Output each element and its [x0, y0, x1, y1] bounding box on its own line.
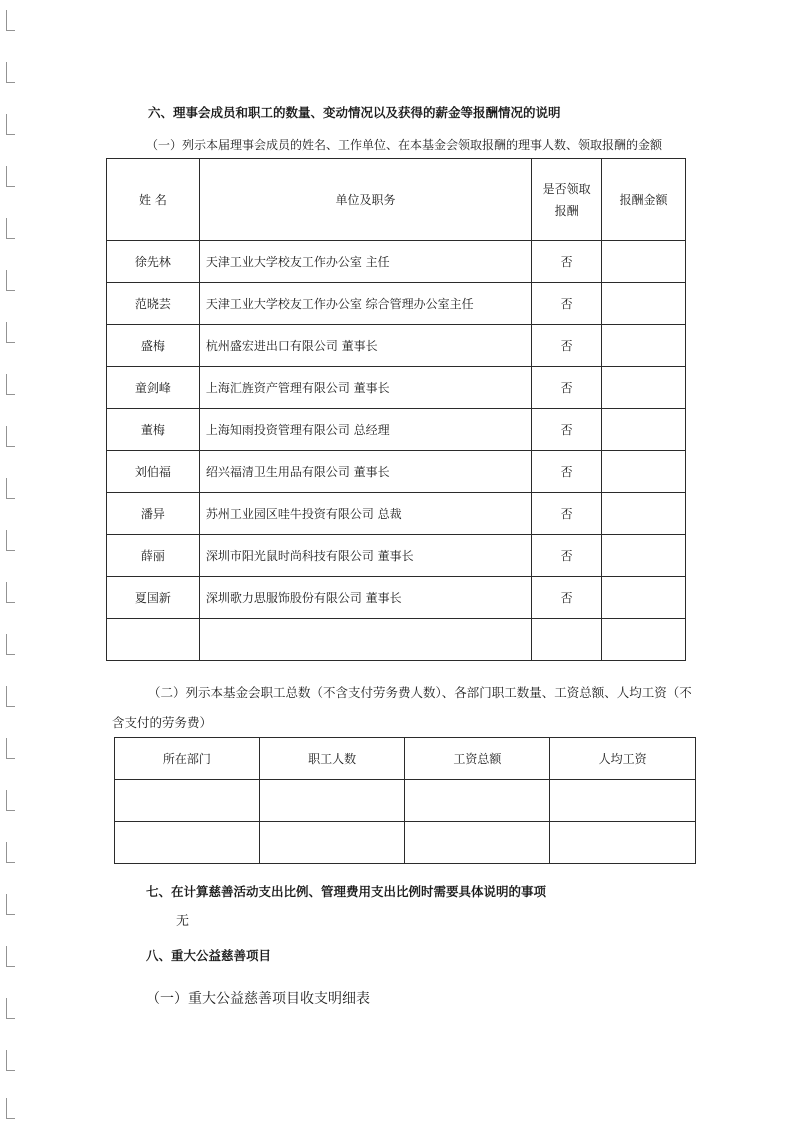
- cell-amount: [602, 577, 686, 619]
- cell-name: 童剑峰: [107, 367, 200, 409]
- table-row: [115, 780, 696, 822]
- table-header-row: [115, 738, 696, 780]
- staff-table: [114, 737, 696, 864]
- section-seven-value: 无: [176, 914, 190, 929]
- binding-mark: [6, 686, 15, 707]
- binding-mark: [6, 62, 15, 83]
- cell-name: 范晓芸: [107, 283, 200, 325]
- cell-unit: 上海汇旌资产管理有限公司 董事长: [199, 367, 531, 409]
- directors-table: [106, 158, 686, 661]
- header-unit: 单位及职务: [199, 159, 531, 241]
- binding-mark: [6, 1050, 15, 1071]
- binding-mark: [6, 634, 15, 655]
- cell-unit: 深圳歌力思服饰股份有限公司 董事长: [199, 577, 531, 619]
- cell-count: [259, 822, 405, 864]
- cell-amount: [602, 535, 686, 577]
- cell-amount: [602, 451, 686, 493]
- table-row: [107, 451, 686, 493]
- binding-mark: [6, 166, 15, 187]
- binding-mark: [6, 426, 15, 447]
- cell-dept: [115, 822, 260, 864]
- table-row: [107, 535, 686, 577]
- cell-paid: 否: [532, 577, 602, 619]
- binding-mark: [6, 478, 15, 499]
- table-row: [107, 241, 686, 283]
- cell-amount: [602, 241, 686, 283]
- section-six-subtitle-2-line1: （二）列示本基金会职工总数（不含支付劳务费人数）、各部门职工数量、工资总额、人均工资（不: [148, 685, 692, 700]
- cell-amount: [602, 409, 686, 451]
- cell-avg: [550, 822, 696, 864]
- header-paid: [532, 159, 602, 241]
- header-total: 工资总额: [405, 738, 550, 780]
- section-eight-title: 八、重大公益慈善项目: [146, 948, 272, 963]
- cell-paid: [532, 619, 602, 661]
- binding-mark: [6, 894, 15, 915]
- table-row: [107, 409, 686, 451]
- cell-unit: [199, 619, 531, 661]
- cell-amount: [602, 283, 686, 325]
- cell-unit: 苏州工业园区哇牛投资有限公司 总裁: [199, 493, 531, 535]
- cell-amount: [602, 493, 686, 535]
- binding-mark: [6, 374, 15, 395]
- binding-mark: [6, 946, 15, 967]
- header-paid-line2: 报酬: [554, 203, 579, 218]
- section-six-subtitle-2-line2: 含支付的劳务费）: [112, 715, 213, 730]
- cell-paid: 否: [532, 325, 602, 367]
- cell-paid: 否: [532, 367, 602, 409]
- table-row: [107, 619, 686, 661]
- binding-mark: [6, 842, 15, 863]
- binding-mark: [6, 738, 15, 759]
- section-six-subtitle-1: （一）列示本届理事会成员的姓名、工作单位、在本基金会领取报酬的理事人数、领取报酬的金额: [146, 138, 663, 152]
- cell-name: 夏国新: [107, 577, 200, 619]
- cell-total: [405, 822, 550, 864]
- cell-count: [259, 780, 405, 822]
- cell-unit: 天津工业大学校友工作办公室 综合管理办公室主任: [199, 283, 531, 325]
- cell-name: 刘伯福: [107, 451, 200, 493]
- cell-amount: [602, 325, 686, 367]
- cell-paid: 否: [532, 451, 602, 493]
- cell-paid: 否: [532, 409, 602, 451]
- table-row: [107, 367, 686, 409]
- binding-mark: [6, 1098, 15, 1119]
- header-count: 职工人数: [259, 738, 405, 780]
- binding-mark: [6, 10, 15, 31]
- cell-paid: 否: [532, 493, 602, 535]
- cell-paid: 否: [532, 535, 602, 577]
- cell-name: 薛丽: [107, 535, 200, 577]
- cell-paid: 否: [532, 241, 602, 283]
- header-amount: 报酬金额: [602, 159, 686, 241]
- cell-amount: [602, 367, 686, 409]
- binding-mark: [6, 218, 15, 239]
- table-row: [107, 577, 686, 619]
- header-dept: 所在部门: [115, 738, 260, 780]
- cell-name: 董梅: [107, 409, 200, 451]
- table-header-row: [107, 159, 686, 241]
- binding-mark: [6, 270, 15, 291]
- cell-total: [405, 780, 550, 822]
- cell-unit: 深圳市阳光鼠时尚科技有限公司 董事长: [199, 535, 531, 577]
- table-row: [107, 493, 686, 535]
- binding-holes: [0, 0, 22, 1123]
- section-seven-title: 七、在计算慈善活动支出比例、管理费用支出比例时需要具体说明的事项: [146, 884, 547, 899]
- section-eight-subtitle-1: （一）重大公益慈善项目收支明细表: [146, 991, 370, 1007]
- cell-amount: [602, 619, 686, 661]
- cell-unit: 绍兴福清卫生用品有限公司 董事长: [199, 451, 531, 493]
- cell-unit: 杭州盛宏进出口有限公司 董事长: [199, 325, 531, 367]
- cell-name: 潘异: [107, 493, 200, 535]
- table-row: [107, 283, 686, 325]
- cell-avg: [550, 780, 696, 822]
- cell-name: 盛梅: [107, 325, 200, 367]
- cell-unit: 天津工业大学校友工作办公室 主任: [199, 241, 531, 283]
- header-avg: 人均工资: [550, 738, 696, 780]
- binding-mark: [6, 582, 15, 603]
- table-row: [107, 325, 686, 367]
- header-paid-line1: 是否领取: [542, 181, 591, 196]
- cell-unit: 上海知雨投资管理有限公司 总经理: [199, 409, 531, 451]
- binding-mark: [6, 790, 15, 811]
- binding-mark: [6, 114, 15, 135]
- cell-name: [107, 619, 200, 661]
- section-six-title: 六、理事会成员和职工的数量、变动情况以及获得的薪金等报酬情况的说明: [148, 105, 561, 120]
- cell-name: 徐先林: [107, 241, 200, 283]
- cell-paid: 否: [532, 283, 602, 325]
- table-row: [115, 822, 696, 864]
- binding-mark: [6, 530, 15, 551]
- header-name: 姓 名: [107, 159, 200, 241]
- cell-dept: [115, 780, 260, 822]
- binding-mark: [6, 998, 15, 1019]
- binding-mark: [6, 322, 15, 343]
